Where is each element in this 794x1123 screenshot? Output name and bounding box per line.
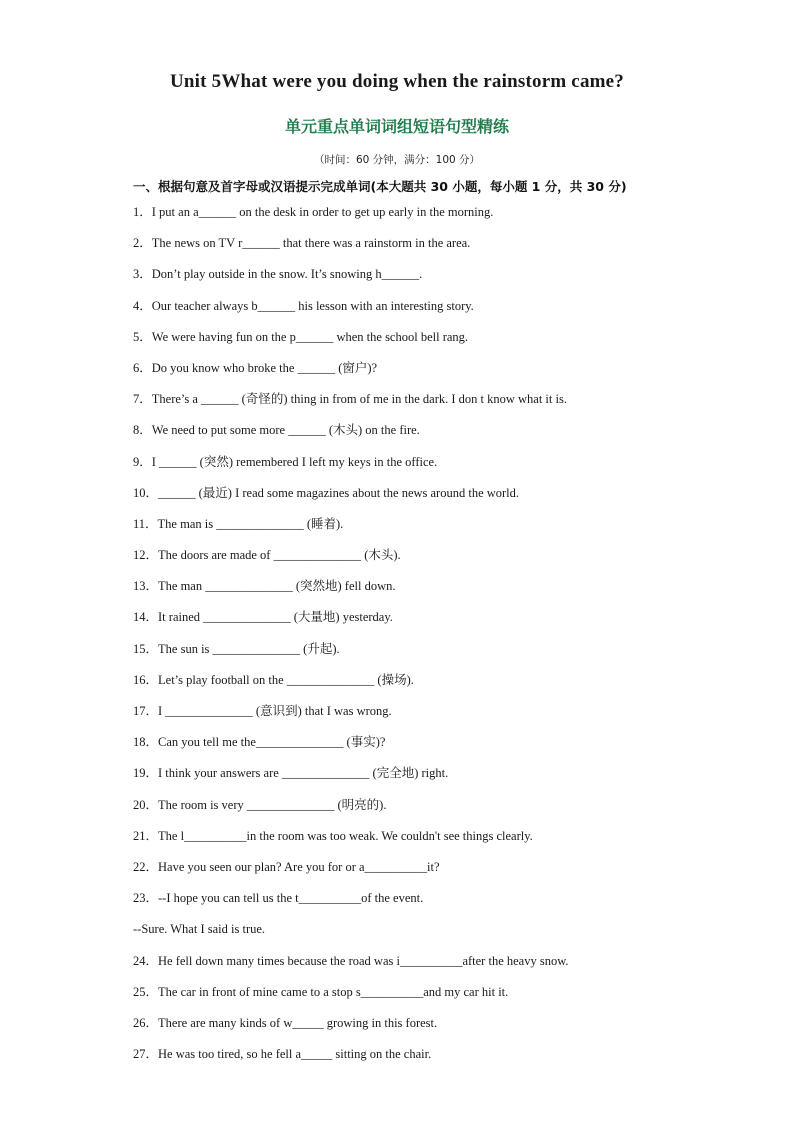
- question-item: [133, 483, 733, 514]
- question-number: 20．: [133, 797, 159, 812]
- question-item: [133, 857, 733, 888]
- question-text: Let’s play football on the ______________ (操场).: [158, 672, 414, 687]
- question-number: 18．: [133, 735, 159, 750]
- question-text: There’s a ______ (奇怪的) thing in from of me in the dark. I don t know what it is.: [151, 392, 567, 407]
- question-text: I ______________ (意识到) that I was wrong.: [158, 704, 392, 718]
- question-item: [133, 296, 733, 327]
- question-number: 9．: [133, 454, 152, 469]
- question-item: [133, 420, 733, 451]
- question-text: Have you seen our plan? Are you for or a__________it?: [158, 859, 440, 874]
- question-text: There are many kinds of w_____ growing in this forest.: [158, 1015, 438, 1030]
- question-list: [133, 202, 733, 1075]
- question-number: 14．: [133, 610, 159, 625]
- page-title: Unit 5What were you doing when the rainstorm came?: [169, 71, 624, 92]
- question-number: 25．: [133, 984, 159, 999]
- question-text: Do you know who broke the ______ (窗户)?: [151, 360, 378, 375]
- question-number: 27．: [133, 1047, 159, 1062]
- question-item: [133, 1013, 733, 1044]
- question-item: [133, 639, 733, 670]
- question-number: 22．: [133, 859, 159, 874]
- question-item: [133, 514, 733, 545]
- question-item: [133, 202, 733, 233]
- question-number: 2．: [133, 236, 152, 251]
- question-text: --Sure. What I said is true.: [133, 922, 266, 937]
- question-item: [133, 701, 733, 732]
- question-item: [133, 327, 733, 358]
- question-item: [133, 1044, 733, 1075]
- question-number: 1．: [133, 205, 152, 219]
- question-number: 8．: [133, 423, 152, 438]
- question-number: 19．: [133, 766, 159, 781]
- question-text: It rained ______________ (大量地) yesterday.: [158, 610, 393, 625]
- question-item: [133, 545, 733, 576]
- question-number: 17．: [133, 704, 159, 718]
- question-number: 12．: [133, 548, 159, 563]
- question-text: We need to put some more ______ (木头) on the fire.: [151, 423, 420, 438]
- question-item: [133, 795, 733, 826]
- question-item: [133, 919, 733, 950]
- question-text: The car in front of mine came to a stop s__________and my car hit it.: [158, 984, 509, 999]
- question-item: [133, 732, 733, 763]
- question-text: The news on TV r______ that there was a rainstorm in the area.: [151, 236, 471, 251]
- question-item: [133, 576, 733, 607]
- question-text: The room is very ______________ (明亮的).: [158, 797, 387, 812]
- question-text: I put an a______ on the desk in order to get up early in the morning.: [151, 205, 494, 219]
- question-number: 3．: [133, 267, 152, 282]
- question-text: He fell down many times because the road was i__________after the heavy snow.: [158, 953, 569, 968]
- question-number: 4．: [133, 298, 152, 313]
- question-item: [133, 670, 733, 701]
- question-text: Our teacher always b______ his lesson with an interesting story.: [151, 298, 474, 313]
- question-text: The sun is ______________ (升起).: [158, 641, 340, 656]
- question-item: [133, 452, 733, 483]
- question-item: [133, 233, 733, 264]
- question-item: [133, 389, 733, 420]
- question-text: The l__________in the room was too weak. We couldn't see things clearly.: [158, 828, 533, 843]
- question-item: [133, 264, 733, 295]
- question-text: We were having fun on the p______ when the school bell rang.: [151, 329, 469, 344]
- question-text: I ______ (突然) remembered I left my keys in the office.: [151, 454, 438, 469]
- question-text: Don’t play outside in the snow. It’s snowing h______.: [151, 267, 423, 282]
- question-item: [133, 826, 733, 857]
- question-number: 7．: [133, 392, 152, 407]
- question-text: He was too tired, so he fell a_____ sitting on the chair.: [158, 1047, 432, 1062]
- question-number: 15．: [133, 641, 159, 656]
- question-text: The doors are made of ______________ (木头).: [158, 548, 401, 563]
- question-text: ______ (最近) I read some magazines about the news around the world.: [158, 485, 520, 500]
- page-subtitle: 单元重点单词词组短语句型精练: [284, 117, 509, 136]
- question-text: Can you tell me the______________ (事实)?: [158, 735, 386, 750]
- question-text: The man ______________ (突然地) fell down.: [158, 579, 396, 594]
- question-item: [133, 763, 733, 794]
- question-number: 23．: [133, 891, 159, 906]
- question-text: The man is ______________ (睡着).: [157, 516, 344, 531]
- question-item: [133, 888, 733, 919]
- question-item: [133, 358, 733, 389]
- question-item: [133, 951, 733, 982]
- question-number: 24．: [133, 953, 159, 968]
- question-number: 6．: [133, 360, 152, 375]
- question-number: 11．: [133, 516, 158, 531]
- question-text: --I hope you can tell us the t__________of the event.: [158, 891, 424, 906]
- section-heading: 一、根据句意及首字母或汉语提示完成单词(本大题共 30 小题，每小题 1 分，共 30 分): [133, 179, 627, 194]
- question-number: 16．: [133, 672, 159, 687]
- question-number: 26．: [133, 1015, 159, 1030]
- question-number: 10．: [133, 485, 159, 500]
- question-text: I think your answers are ______________ (完全地) right.: [158, 766, 449, 781]
- question-number: 5．: [133, 329, 152, 344]
- question-number: 21．: [133, 828, 159, 843]
- time-and-score-note: （时间：60 分钟，满分：100 分）: [313, 154, 481, 166]
- question-item: [133, 982, 733, 1013]
- question-number: 13．: [133, 579, 159, 594]
- question-item: [133, 607, 733, 638]
